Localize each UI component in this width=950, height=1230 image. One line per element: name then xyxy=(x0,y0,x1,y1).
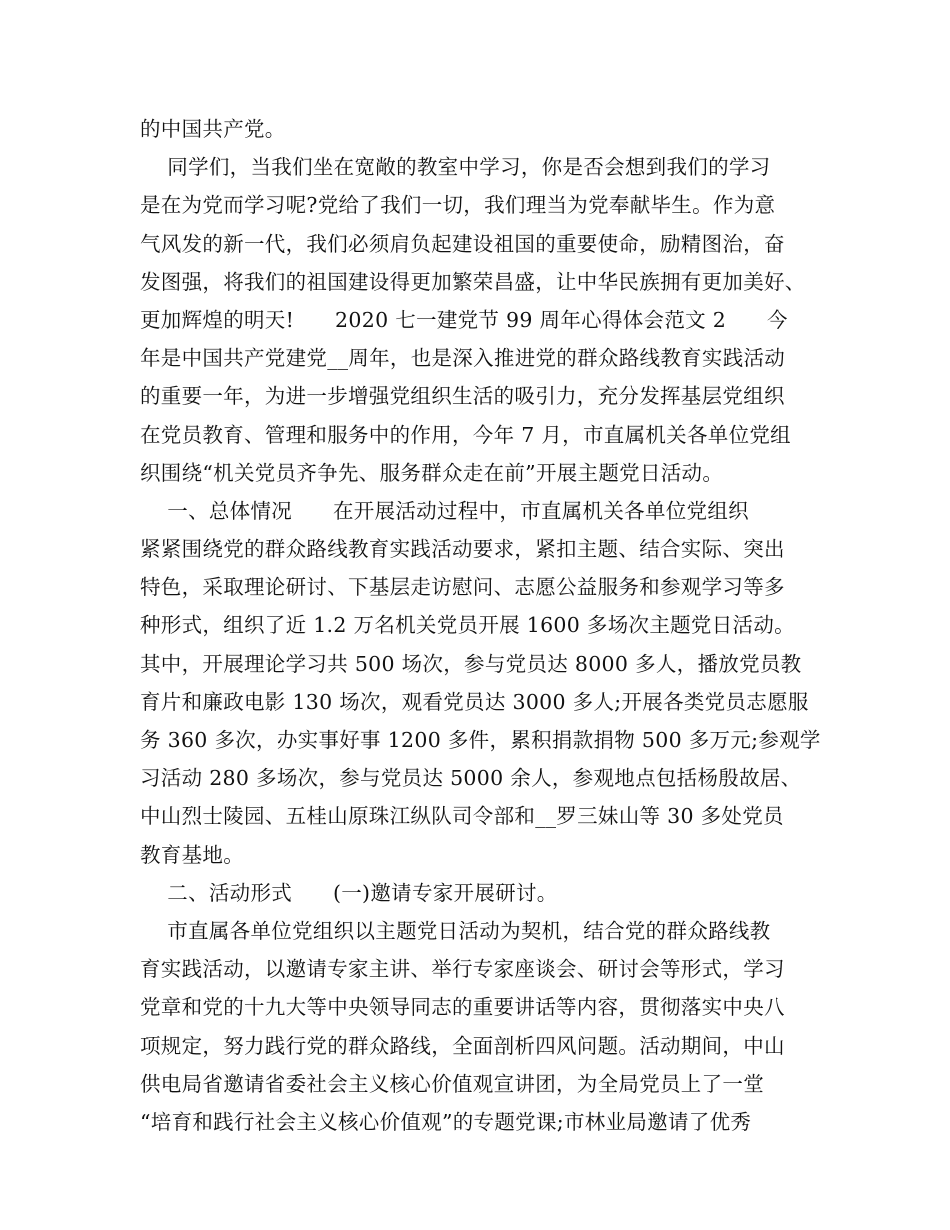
text-line: 习活动 280 多场次，参与党员达 5000 余人，参观地点包括杨殷故居、 xyxy=(140,766,802,791)
text-line: 的中国共产党。 xyxy=(140,117,286,141)
text-line: 的重要一年，为进一步增强党组织生活的吸引力，充分发挥基层党组织 xyxy=(140,384,785,409)
text-line: 务 360 多次，办实事好事 1200 多件，累积捐款捐物 500 多万元;参观学 xyxy=(140,728,821,752)
text-line: 其中，开展理论学习共 500 场次，参与党员达 8000 多人，播放党员教 xyxy=(140,651,802,676)
text-line: 育实践活动，以邀请专家主讲、举行专家座谈会、研讨会等形式，学习 xyxy=(140,957,785,982)
text-line: “培育和践行社会主义核心价值观”的专题党课;市林业局邀请了优秀 xyxy=(140,1109,752,1134)
text-line: 项规定，努力践行党的群众路线，全面剖析四风问题。活动期间，中山 xyxy=(140,1033,785,1058)
text-line: 同学们，当我们坐在宽敞的教室中学习，你是否会想到我们的学习 xyxy=(140,155,771,180)
document-body xyxy=(140,110,820,1141)
text-line: 一、总体情况 在开展活动过程中，市直属机关各单位党组织 xyxy=(140,498,749,523)
text-line: 在党员教育、管理和服务中的作用，今年 7 月，市直属机关各单位党组 xyxy=(140,422,791,447)
text-line: 织围绕“机关党员齐争先、服务群众走在前”开展主题党日活动。 xyxy=(140,460,724,485)
text-line: 供电局省邀请省委社会主义核心价值观宣讲团，为全局党员上了一堂 xyxy=(140,1071,764,1096)
text-line: 二、活动形式 (一)邀请专家开展研讨。 xyxy=(140,880,558,905)
text-line: 气风发的新一代，我们必须肩负起建设祖国的重要使命，励精图治，奋 xyxy=(140,231,785,256)
text-line: 更加辉煌的明天! 2020 七一建党节 99 周年心得体会范文 2 今 xyxy=(140,307,788,332)
text-line: 教育基地。 xyxy=(140,842,244,867)
text-line: 特色，采取理论研讨、下基层走访慰问、志愿公益服务和参观学习等多 xyxy=(140,575,785,600)
text-line: 年是中国共产党建党__周年，也是深入推进党的群众路线教育实践活动 xyxy=(140,346,786,371)
text-line: 种形式，组织了近 1.2 万名机关党员开展 1600 多场次主题党日活动。 xyxy=(140,613,795,638)
text-line: 发图强，将我们的祖国建设得更加繁荣昌盛，让中华民族拥有更加美好、 xyxy=(140,269,806,294)
text-line: 中山烈士陵园、五桂山原珠江纵队司令部和__罗三妹山等 30 多处党员 xyxy=(140,804,784,829)
text-line: 党章和党的十九大等中央领导同志的重要讲话等内容，贯彻落实中央八 xyxy=(140,995,785,1020)
text-line: 是在为党而学习呢?党给了我们一切，我们理当为党奉献毕生。作为意 xyxy=(140,193,776,218)
text-line: 紧紧围绕党的群众路线教育实践活动要求，紧扣主题、结合实际、突出 xyxy=(140,537,785,562)
text-line: 育片和廉政电影 130 场次，观看党员达 3000 多人;开展各类党员志愿服 xyxy=(140,689,809,714)
text-line: 市直属各单位党组织以主题党日活动为契机，结合党的群众路线教 xyxy=(140,918,771,943)
